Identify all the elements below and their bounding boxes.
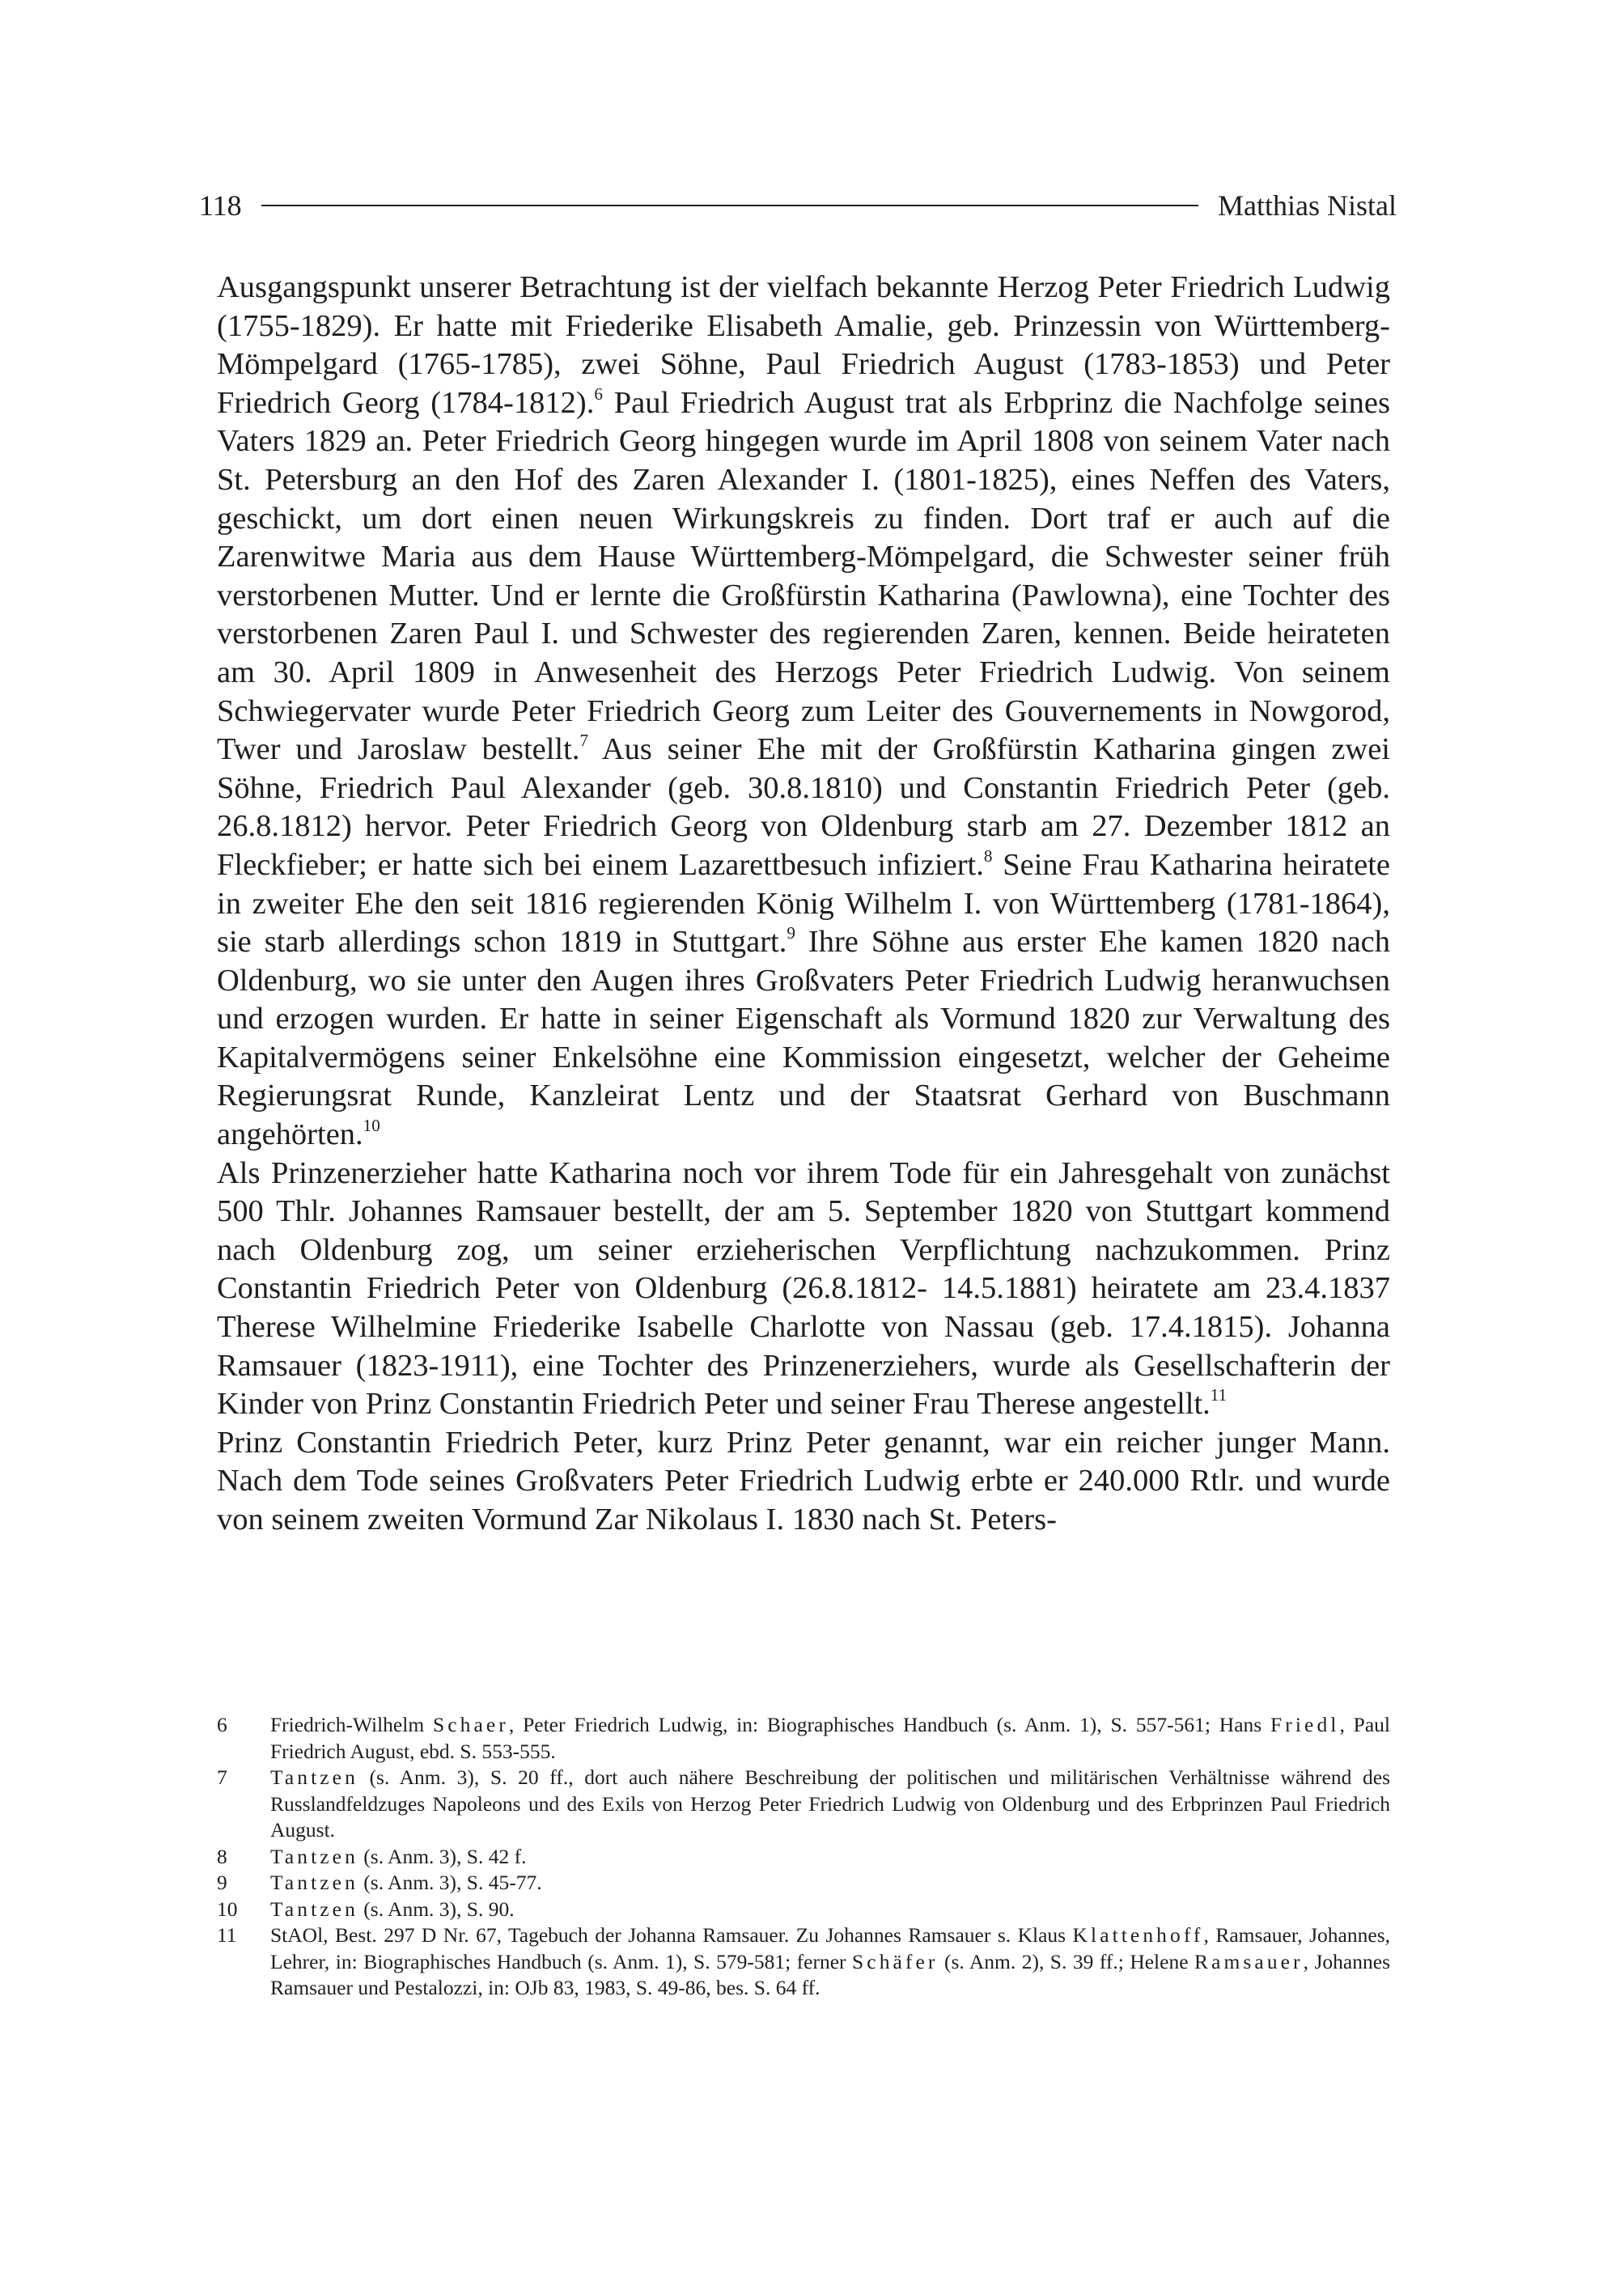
footnote-text-part: (s. Anm. 3), S. 45-77. (358, 1871, 542, 1894)
footnote-text (270, 1922, 1390, 2002)
footnote-marker: 6 (594, 384, 603, 404)
paragraph-text: Als Prinzenerzieher hatte Katharina noch vor ihrem Tode für ein Jahresgehalt von zunächst 500 Thlr. Johannes Ramsauer bestellt, der am 5. September 1820 von Stuttgart kommend nach Oldenburg zog, um seiner erzieherischen Verpflichtung nachzukommen. Prinz Constantin Friedrich Peter von Oldenburg (26.8.1812- 14.5.1881) heiratete am 23.4.1837 Therese Wilhelmine Friederike Isabelle Charlotte von Nassau (geb. 17.4.1815). Johanna Ramsauer (1823-1911), eine Tochter des Prinzenerziehers, wurde als Gesellschafterin der Kinder von Prinz Constantin Friedrich Peter und seiner Frau Therese angestellt. (217, 1155, 1390, 1422)
footnote-text-part: (s. Anm. 3), S. 42 f. (358, 1844, 527, 1868)
footnote-number: 10 (217, 1897, 238, 1921)
running-head-author: Matthias Nistal (1218, 189, 1397, 222)
footnote-text-part: , Ramsauer, Johannes, Lehrer, in: Biographisches Handbuch (s. Anm. 1), S. 579-581; ferner (270, 1923, 1390, 1973)
footnote-text-part: , Johannes Ramsauer und Pestalozzi, in: OJb 83, 1983, S. 49-86, bes. S. 64 ff. (270, 1949, 1390, 1999)
footnote-text (270, 1765, 1390, 1844)
footnote-number: 9 (217, 1871, 227, 1894)
footnote-marker: 8 (983, 846, 993, 867)
paragraph-text: Paul Friedrich August trat als Erbprinz die Nachfolge seines Vaters 1829 an. Peter Friedrich Georg hingegen wurde im April 1808 von seinem Vater nach St. Petersburg an den Hof des Zaren Alexander I. (1801-1825), eines Neffen des Vaters, geschickt, um dort einen neuen Wirkungskreis zu finden. Dort traf er auch auf die Zarenwitwe Maria aus dem Hause Württemberg-Mömpelgard, die Schwester seiner früh verstorbenen Mutter. Und er lernte die Großfürstin Katharina (Pawlowna), eine Tochter des verstorbenen Zaren Paul I. und Schwester des regierenden Zaren, kennen. Beide heirateten am 30. April 1809 in Anwesenheit des Herzogs Peter Friedrich Ludwig. Von seinem Schwiegervater wurde Peter Friedrich Georg zum Leiter des Gouvernements in Nowgorod, Twer und Jaroslaw bestellt. (217, 385, 1390, 767)
footnote-text-part: (s. Anm. 3), S. 90. (358, 1897, 515, 1921)
paragraph (217, 1424, 1390, 1540)
footnote-number: 6 (217, 1713, 227, 1736)
footnote (217, 1712, 1390, 1765)
footnote-author-name: Tantzen (270, 1844, 358, 1868)
footnote-text-part: , Peter Friedrich Ludwig, in: Biographisches Handbuch (s. Anm. 1), S. 557-561; Hans (508, 1713, 1271, 1736)
footnote-number: 11 (217, 1923, 237, 1947)
header-rule (261, 205, 1198, 206)
main-text (217, 269, 1390, 1540)
footnote-text-part: (s. Anm. 3), S. 20 ff., dort auch nähere Beschreibung der politischen und militärischen Verhältnisse während des Russlandfeldzuges Napoleons und des Exils von Herzog Peter Friedrich Ludwig von Oldenburg und des Erbprinzen Paul Friedrich August. (270, 1765, 1390, 1842)
footnote-author-name: Schäfer (852, 1949, 939, 1973)
paragraph (217, 1155, 1390, 1424)
running-head (199, 188, 1397, 223)
footnote-author-name: Tantzen (270, 1897, 358, 1921)
footnote-text (270, 1897, 1390, 1923)
footnote-author-name: Klattenhoff (1072, 1923, 1204, 1947)
footnotes (217, 1712, 1390, 2002)
footnote (217, 1765, 1390, 1844)
footnote-text-part: StAOl, Best. 297 D Nr. 67, Tagebuch der Johanna Ramsauer. Zu Johannes Ramsauer s. Klaus (270, 1923, 1073, 1947)
footnote-author-name: Schaer (433, 1713, 509, 1736)
footnote (217, 1844, 1390, 1871)
footnote-text-part: (s. Anm. 2), S. 39 ff.; Helene (938, 1949, 1195, 1973)
footnote-marker: 9 (787, 923, 795, 943)
footnote-number: 7 (217, 1765, 227, 1789)
footnote-author-name: Tantzen (270, 1871, 358, 1894)
footnote-number: 8 (217, 1844, 227, 1868)
footnote-author-name: Ramsauer (1194, 1949, 1304, 1973)
footnote-author-name: Tantzen (270, 1765, 358, 1789)
footnote-marker: 11 (1210, 1385, 1228, 1405)
paragraph (217, 269, 1390, 1155)
footnote (217, 1922, 1390, 2002)
footnote-text (270, 1712, 1390, 1765)
paragraph-text: Seine Frau Katharina heiratete in zweiter Ehe den seit 1816 regierenden König Wilhelm I. von Württemberg (1781-1864), sie starb allerdings schon 1819 in Stuttgart. (217, 847, 1390, 960)
paragraph-text: Ihre Söhne aus erster Ehe kamen 1820 nach Oldenburg, wo sie unter den Augen ihres Großvaters Peter Friedrich Ludwig heranwuchsen und erzogen wurden. Er hatte in seiner Eigenschaft als Vormund 1820 zur Verwaltung des Kapitalvermögens seiner Enkelsöhne eine Kommission eingesetzt, welcher der Geheime Regierungsrat Runde, Kanzleirat Lentz und der Staatsrat Gerhard von Buschmann angehörten. (217, 925, 1390, 1152)
footnote-text (270, 1870, 1390, 1897)
footnote-text (270, 1844, 1390, 1871)
footnote (217, 1897, 1390, 1923)
footnote-marker: 7 (579, 731, 589, 751)
paragraph-text: Ausgangspunkt unserer Betrachtung ist der vielfach bekannte Herzog Peter Friedrich Ludwig (1755-1829). Er hatte mit Friederike Elisabeth Amalie, geb. Prinzessin von Württemberg-Mömpelgard (1765-1785), zwei Söhne, Paul Friedrich August (1783-1853) und Peter Friedrich Georg (1784-1812). (217, 270, 1390, 420)
page-number: 118 (199, 189, 242, 222)
footnote-marker: 10 (363, 1116, 380, 1136)
footnote-text-part: Friedrich-Wilhelm (270, 1713, 434, 1736)
paragraph-text: Prinz Constantin Friedrich Peter, kurz Prinz Peter genannt, war ein reicher junger Mann. Nach dem Tode seines Großvaters Peter Friedrich Ludwig erbte er 240.000 Rtlr. und wurde von seinem zweiten Vormund Zar Nikolaus I. 1830 nach St. Peters- (217, 1425, 1390, 1536)
footnote (217, 1870, 1390, 1897)
paragraph-text: Aus seiner Ehe mit der Großfürstin Katharina gingen zwei Söhne, Friedrich Paul Alexander (geb. 30.8.1810) und Constantin Friedrich Peter (geb. 26.8.1812) hervor. Peter Friedrich Georg von Oldenburg starb am 27. Dezember 1812 an Fleckfieber; er hatte sich bei einem Lazarettbesuch infiziert. (217, 732, 1390, 882)
footnote-author-name: Friedl (1270, 1713, 1340, 1736)
footnote-text-part: , Paul Friedrich August, ebd. S. 553-555. (270, 1713, 1390, 1763)
